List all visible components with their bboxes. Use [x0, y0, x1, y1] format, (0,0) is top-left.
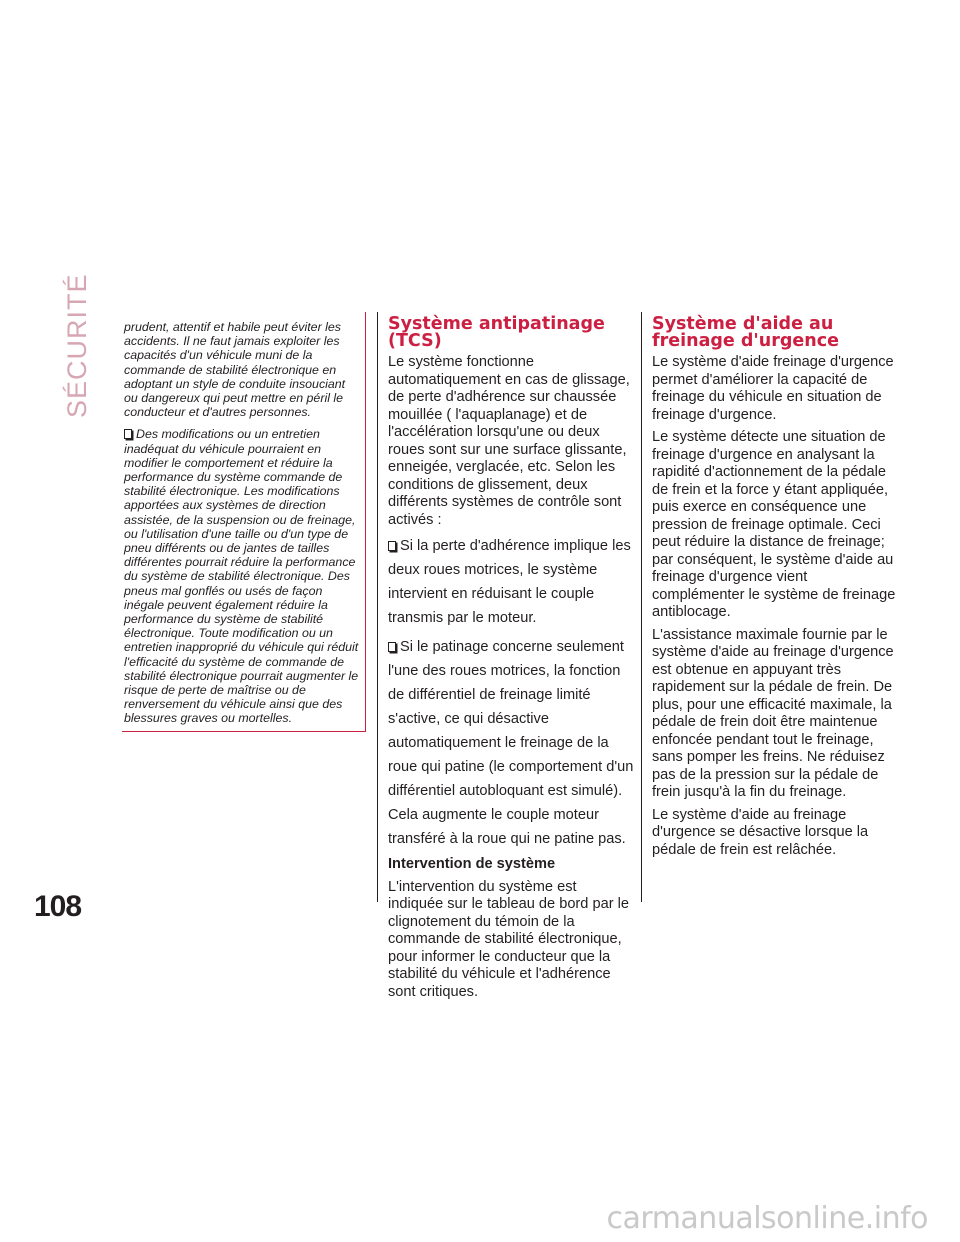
bullet-square-icon: [388, 642, 396, 652]
tcs-heading: Système antipatinage (TCS): [388, 314, 605, 351]
section-side-tab: SÉCURITÉ: [62, 273, 92, 418]
warning-paragraph-1: prudent, attentif et habile peut éviter les accidents. Il ne faut jamais exploiter les capacités d'un véhicule muni de la commande de stabilité électronique en adoptant un style de conduite insouciant ou dangereux qui peut mettre en péril le conducteur et d'autres personnes.: [124, 320, 346, 420]
footer-watermark: carmanualsonline.info: [606, 1201, 928, 1236]
page-number: 108: [34, 890, 82, 923]
warning-paragraph-2: Des modifications ou un entretien inadéquat du véhicule pourraient en modifier le comportement et réduire la performance du système commande de stabilité électronique. Les modifications apportées aux systèmes de direction assistée, de la suspension ou de freinage, ou l'utilisation d'une taille ou d'un type de pneu différents ou de jantes de tailles différentes pourrait réduire la performance du système de stabilité électronique. Des pneus mal gonflés ou usés de façon inégale peuvent également réduire la performance du système de stabilité électronique. Toute modification ou un entretien inapproprié du véhicule qui réduit l'efficacité du système de commande de stabilité électronique pourrait augmenter le risque de perte de maîtrise ou de renversement du véhicule ainsi que des blessures graves ou mortelles.: [124, 427, 359, 726]
column-divider-1: [377, 312, 378, 902]
brake-assist-paragraph-1: Le système d'aide freinage d'urgence permet d'améliorer la capacité de freinage du véhicule en situation de freinage d'urgence.: [652, 354, 894, 423]
brake-assist-column: [652, 316, 900, 864]
tcs-bullet-1: Si la perte d'adhérence implique les deux roues motrices, le système intervient en réduisant le couple transmis par le moteur.: [388, 538, 631, 626]
brake-assist-paragraph-4: Le système d'aide au freinage d'urgence se désactive lorsque la pédale de frein est relâchée.: [652, 806, 869, 858]
tcs-subheading: Intervention de système: [388, 856, 556, 872]
brake-assist-paragraph-3: L'assistance maximale fournie par le système d'aide au freinage d'urgence est obtenue en appuyant très rapidement sur la pédale de frein. De plus, pour une efficacité maximale, la pédale de frein doit être maintenue enfoncée pendant tout le freinage, sans pomper les freins. Ne réduisez pas de la pression sur la pédale de frein jusqu'à la fin du freinage.: [652, 626, 894, 800]
tcs-intervention: L'intervention du système est indiquée sur le tableau de bord par le clignotement du témoin de la commande de stabilité électronique, pour informer le conducteur que la stabilité du véhicule et l'adhérence sont critiques.: [388, 878, 629, 1000]
brake-assist-heading: Système d'aide au freinage d'urgence: [652, 314, 839, 351]
tcs-column: [388, 316, 634, 1006]
tcs-bullet-2: Si le patinage concerne seulement l'une des roues motrices, la fonction de différentiel de freinage limité s'active, ce qui désactive automatiquement le freinage de la roue qui patine (le comportement d'un différentiel autobloquant est simulé). Cela augmente le couple moteur transféré à la roue qui ne patine pas.: [388, 639, 634, 847]
column-divider-2: [641, 312, 642, 902]
bullet-square-icon: [388, 541, 396, 551]
brake-assist-paragraph-2: Le système détecte une situation de freinage d'urgence en analysant la rapidité d'actionnement de la pédale de frein et la force y étant appliquée, puis exerce en conséquence une pression de freinage optimale. Ceci peut réduire la distance de freinage; par conséquent, le système d'aide au freinage d'urgence vient complémenter le système de freinage antiblocage.: [652, 429, 896, 620]
warning-box: [122, 312, 366, 732]
tcs-intro: Le système fonctionne automatiquement en cas de glissage, de perte d'adhérence sur chaussée mouillée ( l'aquaplanage) et de l'accélération lorsqu'une ou deux roues sont sur une surface glissante, enneigée, verglacée, etc. Selon les conditions de glissement, deux différents systèmes de contrôle sont activés :: [388, 354, 630, 528]
bullet-square-icon: [124, 429, 132, 439]
